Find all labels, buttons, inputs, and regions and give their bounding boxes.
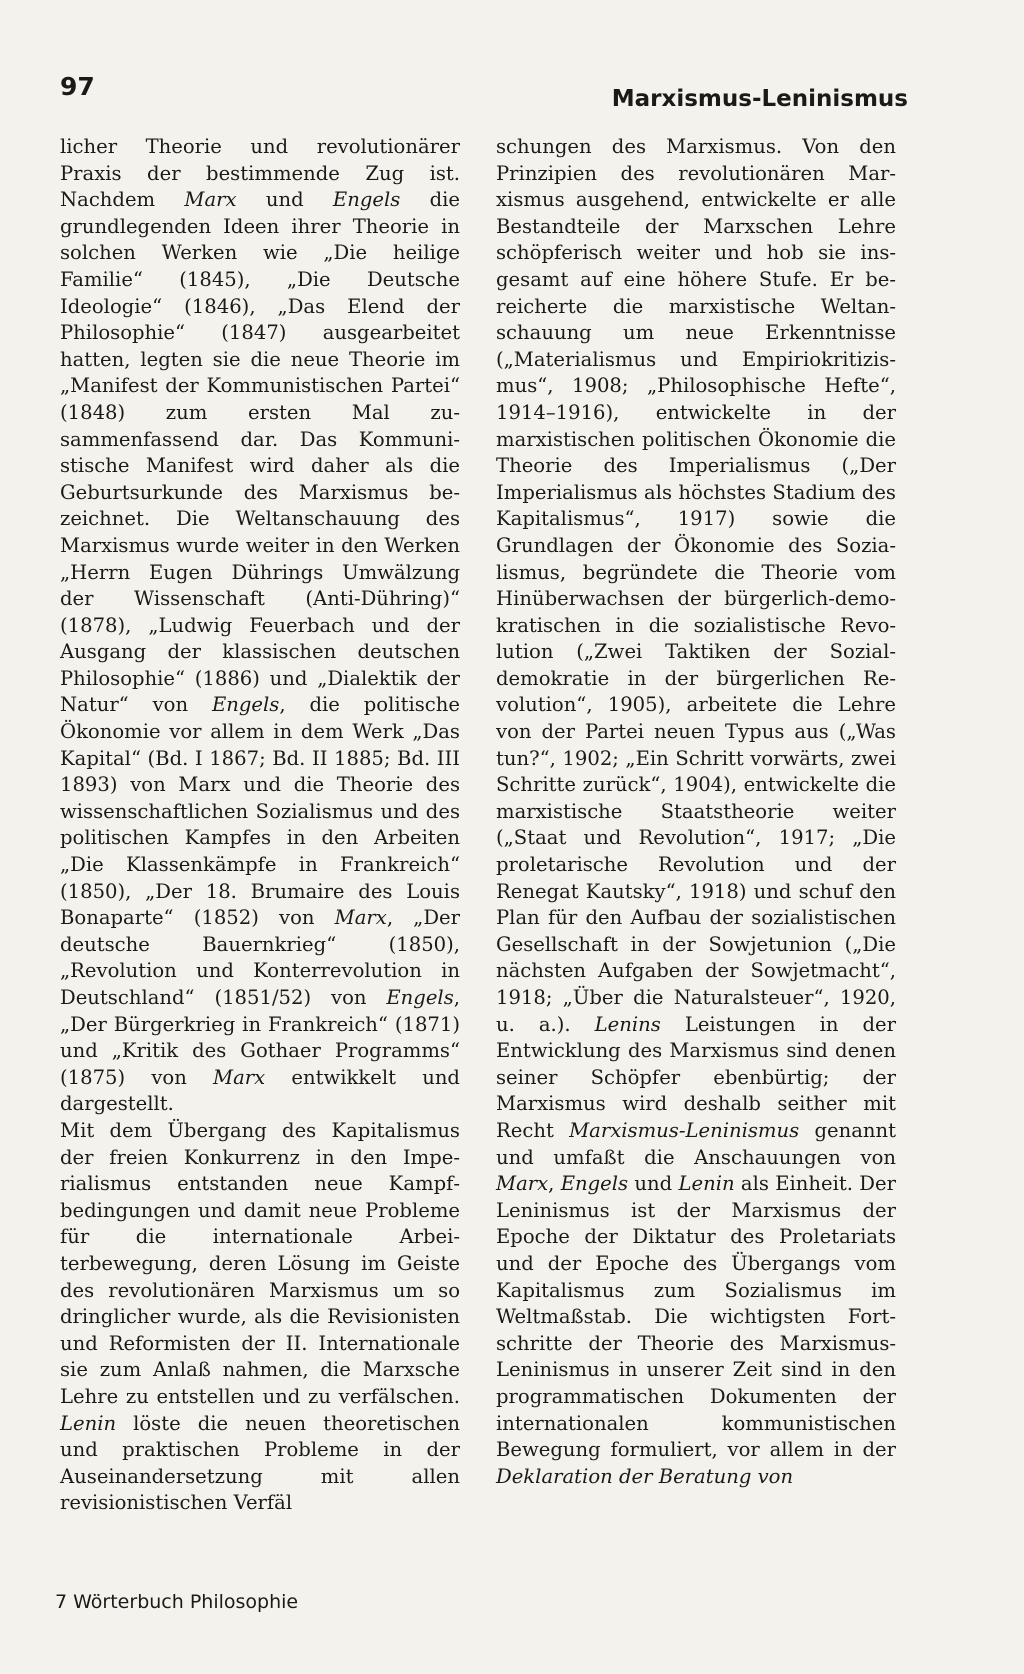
text-run: und bbox=[236, 188, 333, 212]
emphasis-name: Lenins bbox=[594, 1012, 661, 1036]
emphasis-name: Engels bbox=[386, 986, 454, 1009]
left-column bbox=[60, 134, 460, 1517]
signature-mark: 7 Wörterbuch Philosophie bbox=[55, 1591, 299, 1613]
emphasis-name: Engels bbox=[560, 1172, 629, 1196]
emphasis-name: Marx bbox=[213, 1065, 266, 1089]
right-column bbox=[496, 134, 896, 1490]
emphasis-name: Marx bbox=[496, 1172, 549, 1196]
text-run: licher Theorie und revolutionärer Praxis der bestimmende Zug ist. Nachdem bbox=[60, 135, 460, 212]
paragraph bbox=[60, 1118, 460, 1517]
running-title: Marxismus-Leninismus bbox=[611, 86, 908, 112]
text-run: , „Der deutsche Bauernkrieg“ (1850), „Revolution und Konterrevolution in Deutschland“ (1851/52) von bbox=[60, 906, 461, 1009]
text-run: schungen des Marxismus. Von den Prinzipien des revolutionären Marxismus ausgehend, entwickelte er alle Bestandteile der Marxschen Lehre schöpferisch weiter und hob sie insgesamt auf eine höhere Stufe. Er bereicherte die marxistische Weltanschauung um neue Erkenntnisse („Materialismus und Empiriokritizismus“, 1908; „Philosophische Hefte“, 1914–1916), entwickelte in der marxistischen politischen Ökonomie die Theorie des Imperialismus („Der Imperialismus als höchstes Stadium des Kapitalismus“, 1917) sowie die Grundlagen der Ökonomie des Sozialismus, begründete die Theorie vom Hinüberwachsen der bürgerlich-demokratischen in die sozialistische Revolution („Zwei Taktiken der Sozialdemokratie in der bürgerlichen Revolution“, 1905), arbeitete die Lehre von der Partei neuen Typus aus („Was tun?“, 1902; „Ein Schritt vorwärts, zwei Schritte zurück“, 1904), entwickelte die marxistische Staatstheorie weiter („Staat und Revolution“, 1917; „Die proletarische Revolution und der Renegat Kautsky“, 1918) und schuf den Plan für den Aufbau der sozialistischen Gesellschaft in der Sowjetunion („Die nächsten Aufgaben der Sowjetmacht“, 1918; „Über die Naturalsteuer“, 1920, u. a.). bbox=[496, 135, 896, 1036]
text-run: entwikkelt und dargestellt. bbox=[60, 1065, 460, 1116]
paragraph bbox=[60, 134, 460, 1118]
text-run: als Einheit. Der Leninismus ist der Marxismus der Epoche der Diktatur des Proletariats und der Epoche des Übergangs vom Kapitalismus zum Sozialismus im Weltmaßstab. Die wichtigsten Fortschritte der Theorie des Marxismus-Leninismus in unserer Zeit sind in den programmatischen Dokumenten der internationalen kommunistischen Bewegung formuliert, vor allem in der bbox=[496, 1172, 896, 1462]
emphasis-name: Lenin bbox=[678, 1172, 735, 1196]
emphasis-term: Marxismus-Leninismus bbox=[569, 1118, 800, 1142]
paragraph bbox=[496, 134, 896, 1490]
text-run: genannt und umfaßt die Anschauungen von bbox=[496, 1118, 896, 1169]
text-run: , bbox=[548, 1172, 561, 1196]
emphasis-name: Lenin bbox=[60, 1411, 117, 1435]
text-run: , die politische Ökonomie vor allem in dem Werk „Das Kapital“ (Bd. I 1867; Bd. II 1885; Bd. III 1893) von Marx und die Theorie des wissenschaftlichen Sozialismus und des politischen Kampfes in den Arbeiten „Die Klassenkämpfe in Frankreich“ (1850), „Der 18. Brumaire des Louis Bonaparte“ (1852) von bbox=[60, 693, 460, 930]
text-run: Mit dem Übergang des Kapitalismus der freien Konkurrenz in den Imperialismus entstanden neue Kampfbedingungen und damit neue Probleme für die internationale Arbeiterbewegung, deren Lösung im Geiste des revolutionären Marxismus um so dringlicher wurde, als die Revisionisten und Reformisten der II. Internationale sie zum Anlaß nahmen, die Marxsche Lehre zu entstellen und zu verfälschen. bbox=[60, 1118, 460, 1408]
text-run: Leistungen in der Entwicklung des Marxismus sind denen seiner Schöpfer ebenbürtig; der Marxismus wird deshalb seither mit Recht bbox=[496, 1012, 897, 1142]
emphasis-name: Engels bbox=[332, 188, 401, 212]
emphasis-title: Deklaration der Beratung von bbox=[496, 1464, 794, 1488]
text-run: löste die neuen theoretischen und praktischen Probleme in der Auseinandersetzung mit allen revisionistischen Verfäl bbox=[60, 1411, 460, 1515]
text-run: und bbox=[628, 1172, 679, 1196]
text-run: die grundlegenden Ideen ihrer Theorie in solchen Werken wie „Die heilige Familie“ (1845), „Die Deutsche Ideologie“ (1846), „Das Elend der Philosophie“ (1847) ausgearbeitet hatten, legten sie die neue Theorie im „Manifest der Kommunistischen Partei“ (1848) zum ersten Mal zusammenfassend dar. Das Kommunistische Manifest wird daher als die Geburtsurkunde des Marxismus bezeichnet. Die Weltanschauung des Marxismus wurde weiter in den Werken „Herrn Eugen Dührings Umwälzung der Wissenschaft (Anti-Dühring)“ (1878), „Ludwig Feuerbach und der Ausgang der klassischen deutschen Philosophie“ (1886) und „Dialektik der Natur“ von bbox=[60, 188, 460, 717]
text-run: , „Der Bürgerkrieg in Frankreich“ (1871) und „Kritik des Gothaer Programms“ (1875) von bbox=[60, 986, 460, 1089]
page-number: 97 bbox=[60, 72, 95, 101]
emphasis-name: Marx bbox=[184, 188, 237, 212]
emphasis-name: Marx bbox=[334, 906, 387, 930]
emphasis-name: Engels bbox=[211, 693, 280, 717]
